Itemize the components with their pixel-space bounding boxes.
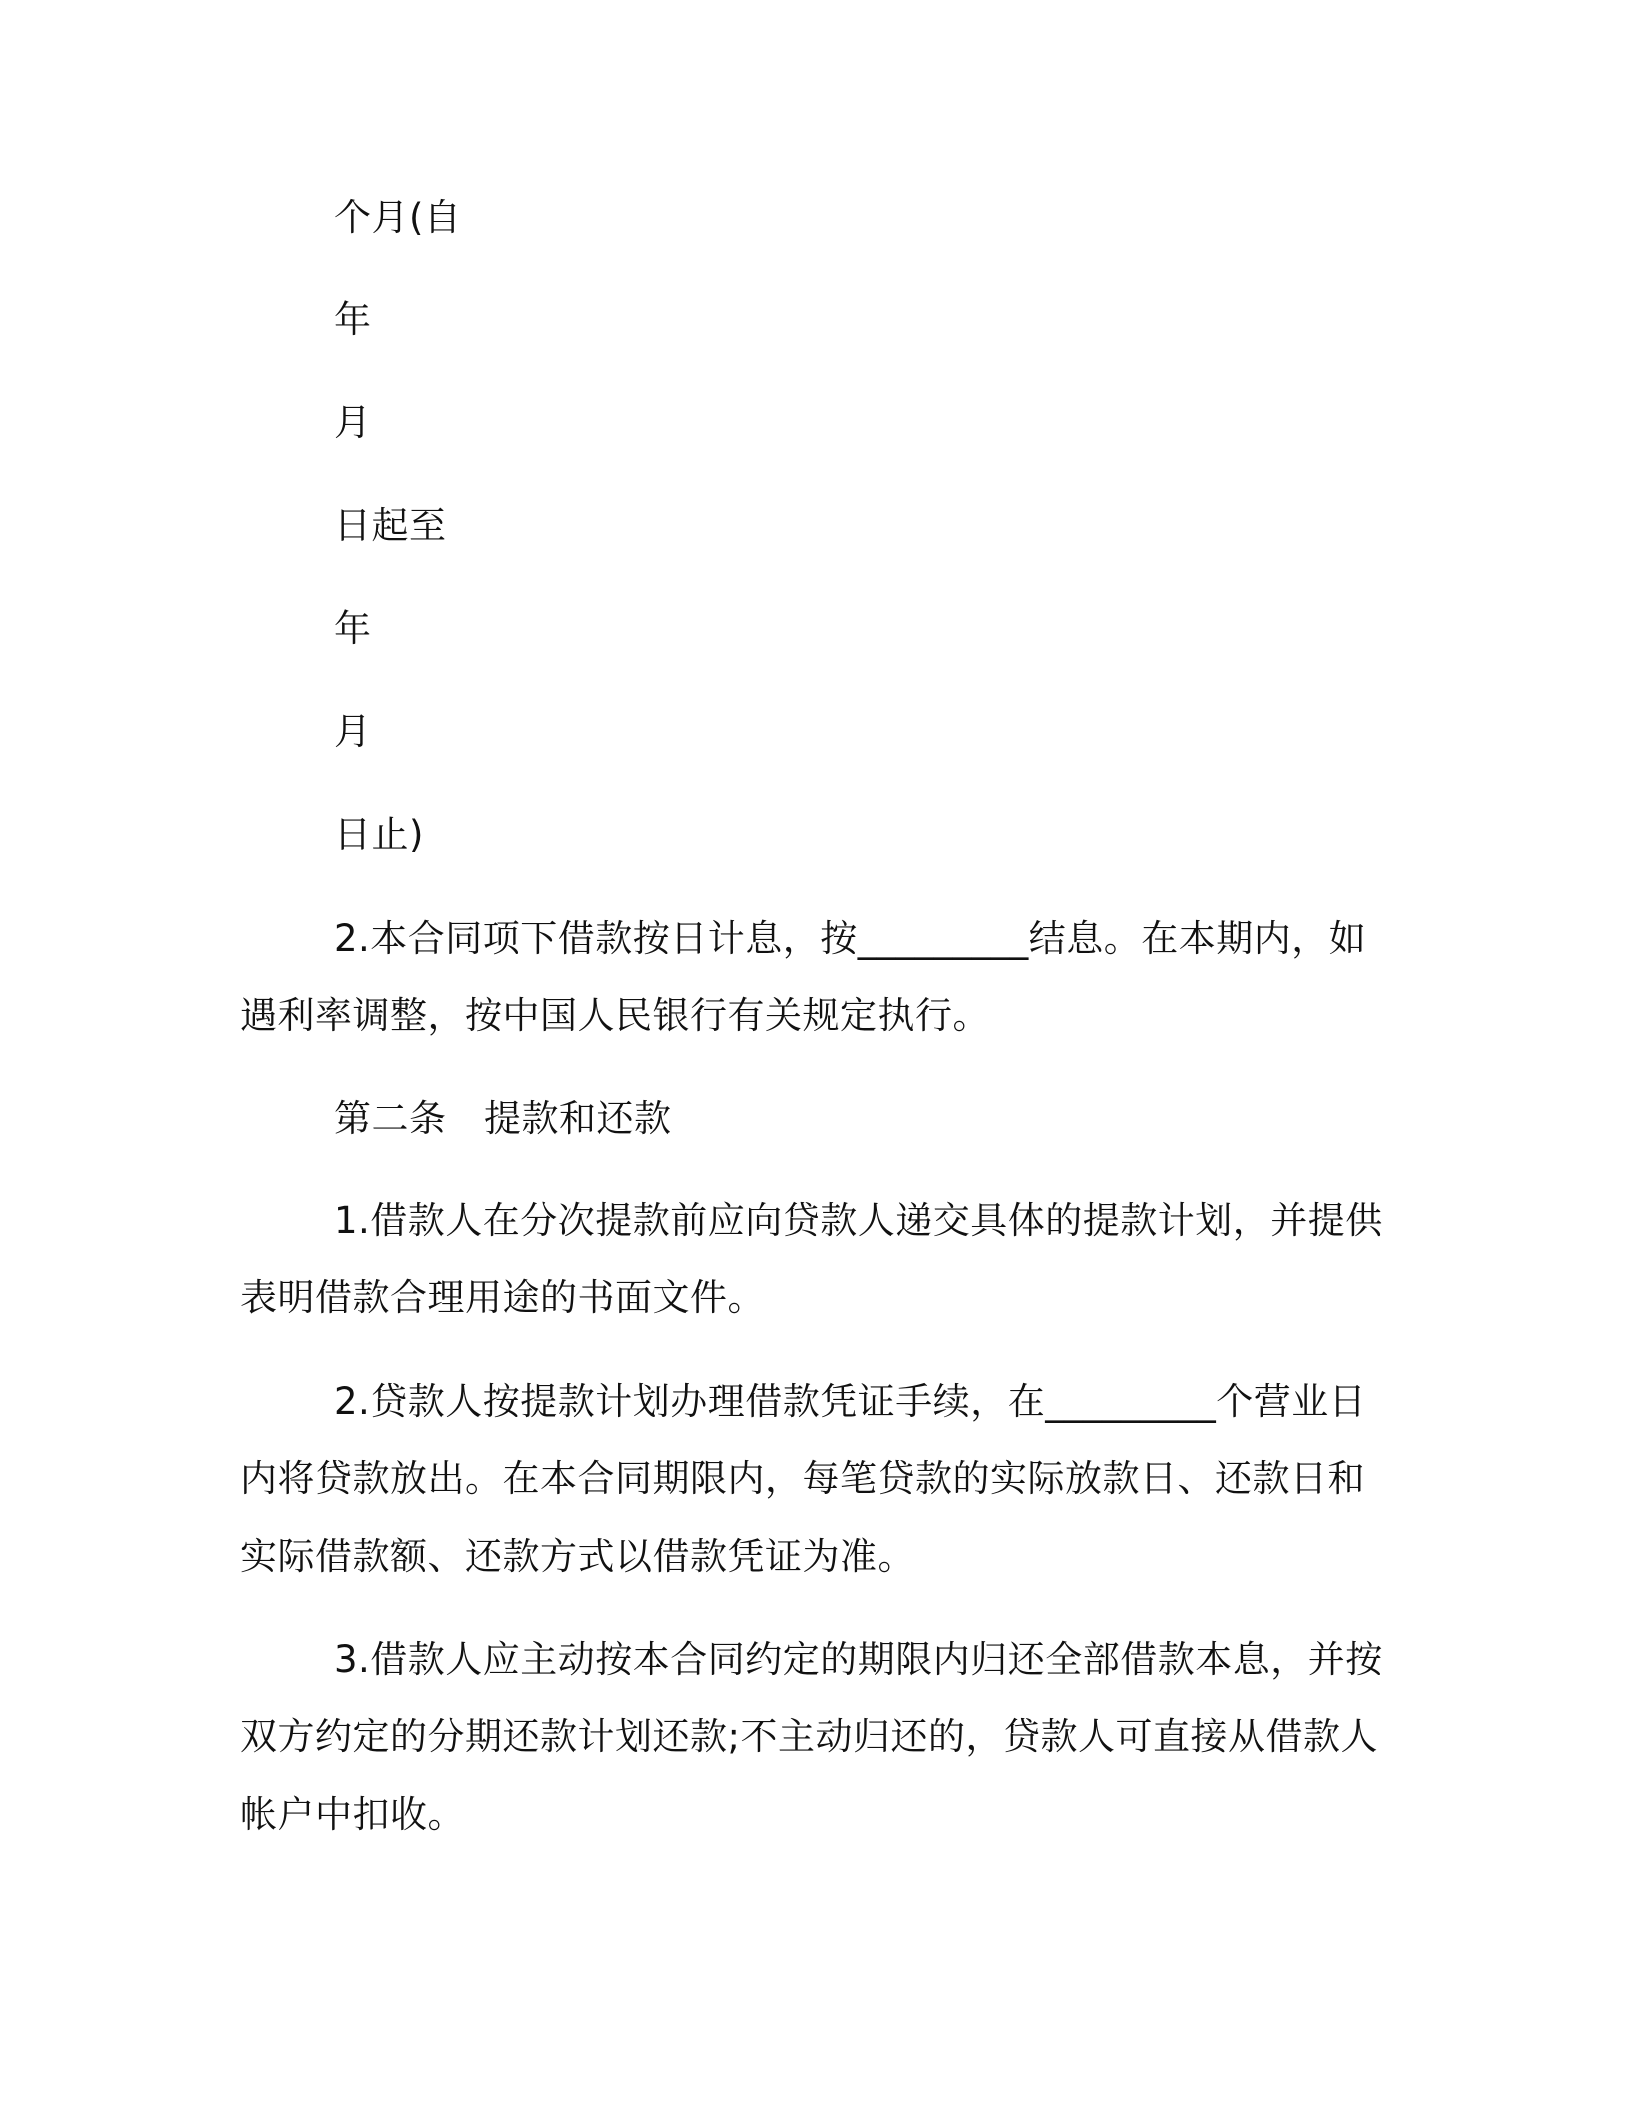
article-2-item1-line1: 1.借款人在分次提款前应向贷款人递交具体的提款计划，并提供 [334, 1199, 1383, 1242]
date-range-line: 个月(自 [334, 196, 462, 239]
article-2-item3-line1: 3.借款人应主动按本合同约定的期限内归还全部借款本息，并按 [334, 1638, 1383, 1681]
date-range-line: 月 [334, 710, 372, 753]
clause-interest-line1: 2.本合同项下借款按日计息，按_________结息。在本期内，如 [334, 917, 1367, 960]
article-2-item2-line1: 2.贷款人按提款计划办理借款凭证手续，在_________个营业日 [334, 1380, 1367, 1423]
date-range-line: 日止) [334, 813, 424, 856]
date-range-line: 年 [334, 298, 372, 341]
clause-interest-line2: 遇利率调整，按中国人民银行有关规定执行。 [240, 994, 990, 1037]
article-2-title: 第二条 提款和还款 [334, 1097, 672, 1140]
article-2-item2-line3: 实际借款额、还款方式以借款凭证为准。 [240, 1535, 915, 1578]
article-2-item3-line2: 双方约定的分期还款计划还款;不主动归还的，贷款人可直接从借款人 [240, 1715, 1378, 1758]
article-2-item1-line2: 表明借款合理用途的书面文件。 [240, 1276, 765, 1319]
date-range-line: 年 [334, 607, 372, 650]
date-range-line: 日起至 [334, 504, 447, 547]
date-range-line: 月 [334, 401, 372, 444]
article-2-item2-line2: 内将贷款放出。在本合同期限内，每笔贷款的实际放款日、还款日和 [240, 1457, 1365, 1500]
article-2-item3-line3: 帐户中扣收。 [240, 1793, 465, 1836]
